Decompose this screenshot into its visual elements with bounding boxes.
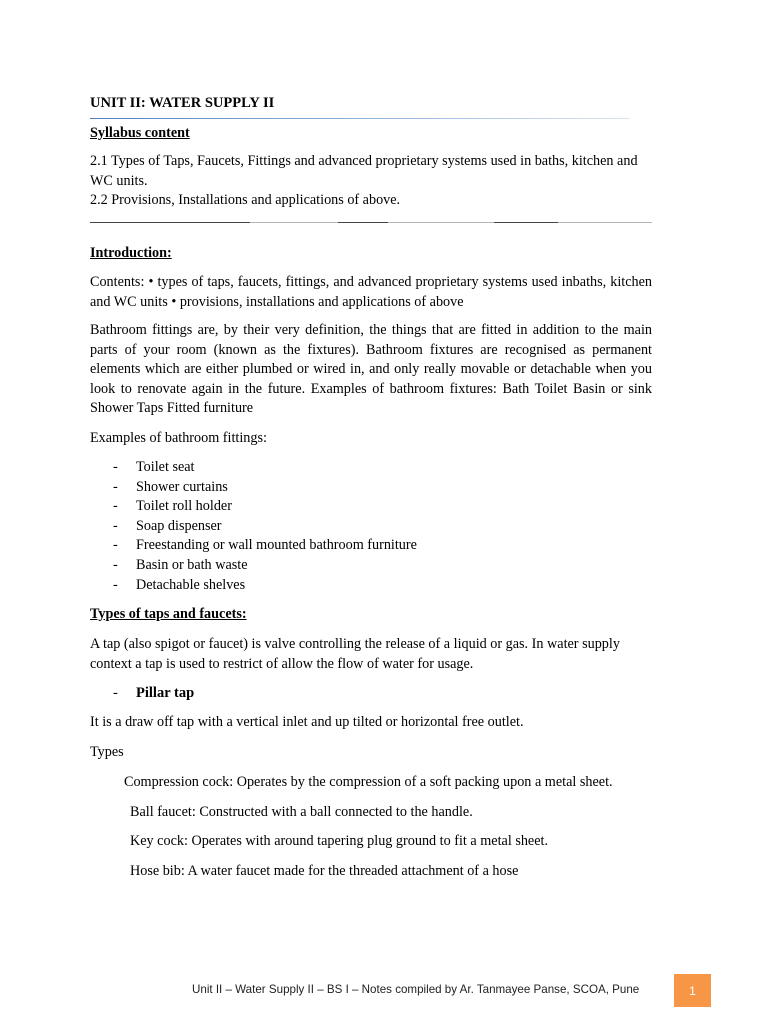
divider-segment: [338, 222, 388, 223]
document-page: UNIT II: WATER SUPPLY II Syllabus content 2.1 Types of Taps, Faucets, Fittings and advanced proprietary systems used in baths, kitchen and WC units. 2.2 Provisions, Installations and applications of above. Introduction: Contents: • types of taps, faucets, fittings, and advanced proprietary systems used inbaths, kitchen and WC units • provisions, installations and applications of above Bathroom fittings are, by their very definition, the things that are fitted in addition to the main parts of your room (known as the fixtures). Bathroom fixtures are recognised as permanent elements which are either plumbed or wired in, and only really movable or detachable when you look to renovate again in the future. Examples of bathroom fixtures: Bath Toilet Basin or sink Shower Taps Fitted furniture Examples of bathroom fittings: - Toilet seat - Shower curtains - Toilet roll holder - Soap dispenser - Freestanding or wall mounted bathroom furniture - Basin or bath waste - Detachable shelves Types of taps and faucets: A tap (also spigot or faucet) is valve controlling the release of a liquid or gas. In water supply context a tap is used to restrict of allow the flow of water for usage. - Pillar tap It is a draw off tap with a vertical inlet and up tilted or horizontal free outlet. Types Compression cock: Operates by the compression of a soft packing upon a metal sheet. Ball faucet: Constructed with a ball connected to the handle. Key cock: Operates with around tapering plug ground to fit a metal sheet. Hose bib: A water faucet made for the threaded attachment of a hose Unit II – Water Supply II – BS I – Notes compiled by Ar. Tanmayee Panse, SCOA, Pune 1: [0, 0, 768, 1024]
introduction-heading: Introduction:: [90, 245, 172, 261]
syllabus-line-1: 2.1 Types of Taps, Faucets, Fittings and advanced proprietary systems used in baths, kitchen and WC units.: [90, 153, 638, 189]
divider-segment: [90, 222, 250, 223]
introduction-contents: Contents: • types of taps, faucets, fittings, and advanced proprietary systems used inbaths, kitchen and WC units • provisions, installations and applications of above: [90, 274, 652, 310]
type-item: Ball faucet: Constructed with a ball connected to the handle.: [130, 804, 473, 820]
introduction-paragraph: Bathroom fittings are, by their very definition, the things that are fitted in addition to the main parts of your room (known as the fixtures). Bathroom fixtures are recognised as permanent elements which are either plumbed or wired in, and only really movable or detachable when you look to renovate again in the future. Examples of bathroom fixtures: Bath Toilet Basin or sink Shower Taps Fitted furniture: [90, 322, 652, 416]
pillar-tap-description: It is a draw off tap with a vertical inlet and up tilted or horizontal free outlet.: [90, 714, 524, 730]
list-item: - Basin or bath waste: [113, 556, 248, 573]
syllabus-content: [90, 152, 652, 211]
list-item: - Toilet seat: [113, 459, 195, 475]
page-footer: Unit II – Water Supply II – BS I – Notes compiled by Ar. Tanmayee Panse, SCOA, Pune: [192, 983, 640, 996]
list-item: - Detachable shelves: [113, 576, 246, 593]
type-item: Hose bib: A water faucet made for the threaded attachment of a hose: [130, 863, 519, 879]
examples-heading: Examples of bathroom fittings:: [90, 430, 267, 446]
unit-title: UNIT II: WATER SUPPLY II: [90, 95, 275, 111]
pillar-tap-title: Pillar tap: [136, 685, 195, 701]
taps-paragraph: A tap (also spigot or faucet) is valve controlling the release of a liquid or gas. In water supply context a tap is used to restrict of allow the flow of water for usage.: [90, 636, 620, 672]
taps-heading: Types of taps and faucets:: [90, 606, 247, 622]
divider-segment: [494, 222, 558, 223]
list-item: - Freestanding or wall mounted bathroom furniture: [113, 537, 417, 554]
section-divider: [90, 222, 652, 223]
list-item: - Toilet roll holder: [113, 498, 232, 515]
types-label: Types: [90, 744, 124, 760]
syllabus-line-2: 2.2 Provisions, Installations and applications of above.: [90, 192, 401, 208]
page-number-badge: 1: [674, 974, 711, 1007]
type-item: Key cock: Operates with around tapering plug ground to fit a metal sheet.: [130, 833, 549, 849]
syllabus-heading: Syllabus content: [90, 125, 190, 141]
title-rule: [90, 118, 630, 119]
list-item: - Shower curtains: [113, 478, 228, 495]
type-item: Compression cock: Operates by the compression of a soft packing upon a metal sheet.: [124, 774, 613, 790]
fittings-list: [90, 458, 417, 595]
list-item: - Soap dispenser: [113, 517, 222, 534]
